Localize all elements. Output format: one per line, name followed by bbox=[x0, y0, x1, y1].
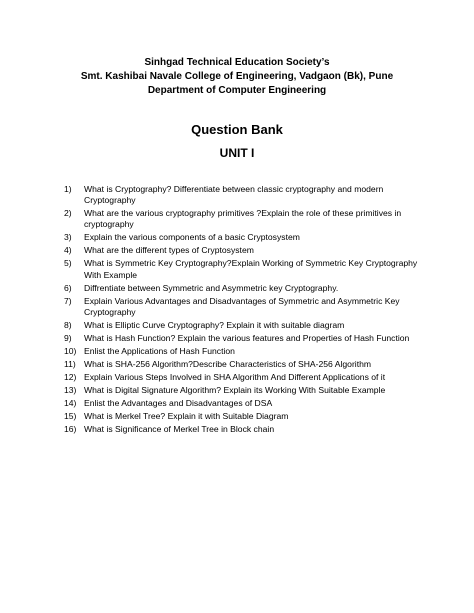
question-text: What is Merkel Tree? Explain it with Suitable Diagram bbox=[84, 410, 289, 421]
question-text: What are the various cryptography primitives ?Explain the role of these primitives in cryptography bbox=[84, 208, 402, 230]
question-item bbox=[64, 184, 420, 206]
header-society: Sinhgad Technical Education Society’s bbox=[144, 57, 330, 68]
question-number: 3) bbox=[64, 232, 72, 243]
question-text: Explain the various components of a basic Cryptosystem bbox=[84, 232, 300, 243]
question-number: 6) bbox=[64, 282, 72, 293]
question-item bbox=[64, 398, 420, 409]
question-item bbox=[64, 320, 420, 331]
question-number: 10) bbox=[64, 345, 77, 356]
question-item bbox=[64, 346, 420, 357]
question-item bbox=[64, 372, 420, 383]
question-number: 8) bbox=[64, 319, 72, 330]
document-header bbox=[0, 56, 474, 98]
header-department: Department of Computer Engineering bbox=[147, 85, 327, 96]
question-number: 5) bbox=[64, 258, 72, 269]
question-text: What is SHA-256 Algorithm?Describe Characteristics of SHA-256 Algorithm bbox=[84, 358, 372, 369]
question-number: 14) bbox=[64, 397, 77, 408]
question-text: Enlist the Advantages and Disadvantages of DSA bbox=[84, 397, 273, 408]
header-college: Smt. Kashibai Navale College of Engineering, Vadgaon (Bk), Pune bbox=[80, 71, 394, 82]
question-text: What is Hash Function? Explain the various features and Properties of Hash Function bbox=[84, 332, 410, 343]
question-text: What are the different types of Cryptosystem bbox=[84, 245, 254, 256]
question-number: 16) bbox=[64, 423, 77, 434]
question-list bbox=[64, 184, 420, 437]
question-number: 2) bbox=[64, 208, 72, 219]
question-item bbox=[64, 411, 420, 422]
question-number: 12) bbox=[64, 371, 77, 382]
question-item bbox=[64, 333, 420, 344]
unit-heading: UNIT I bbox=[219, 146, 255, 160]
question-number: 13) bbox=[64, 384, 77, 395]
question-number: 4) bbox=[64, 245, 72, 256]
question-text: What is Cryptography? Differentiate between classic cryptography and modern Cryptography bbox=[84, 184, 384, 206]
question-text: What is Symmetric Key Cryptography?Explain Working of Symmetric Key Cryptography With Example bbox=[84, 258, 418, 280]
question-number: 11) bbox=[64, 358, 76, 369]
question-item bbox=[64, 296, 420, 318]
question-text: What is Significance of Merkel Tree in Block chain bbox=[84, 423, 275, 434]
page-title: Question Bank bbox=[191, 122, 283, 137]
question-item bbox=[64, 359, 420, 370]
question-text: What is Elliptic Curve Cryptography? Explain it with suitable diagram bbox=[84, 319, 345, 330]
question-number: 9) bbox=[64, 332, 72, 343]
question-text: Explain Various Steps Involved in SHA Algorithm And Different Applications of it bbox=[84, 371, 386, 382]
question-item bbox=[64, 245, 420, 256]
question-text: What is Digital Signature Algorithm? Explain its Working With Suitable Example bbox=[84, 384, 386, 395]
question-item bbox=[64, 424, 420, 435]
question-number: 7) bbox=[64, 295, 72, 306]
question-text: Explain Various Advantages and Disadvantages of Symmetric and Asymmetric Key Cryptography bbox=[84, 295, 400, 317]
question-item bbox=[64, 258, 420, 280]
question-number: 1) bbox=[64, 184, 72, 194]
question-item bbox=[64, 283, 420, 294]
question-text: Enlist the Applications of Hash Function bbox=[84, 345, 235, 356]
question-text: Diffrentiate between Symmetric and Asymmetric key Cryptography. bbox=[84, 282, 339, 293]
question-item bbox=[64, 232, 420, 243]
question-number: 15) bbox=[64, 410, 77, 421]
question-item bbox=[64, 385, 420, 396]
question-item bbox=[64, 208, 420, 230]
